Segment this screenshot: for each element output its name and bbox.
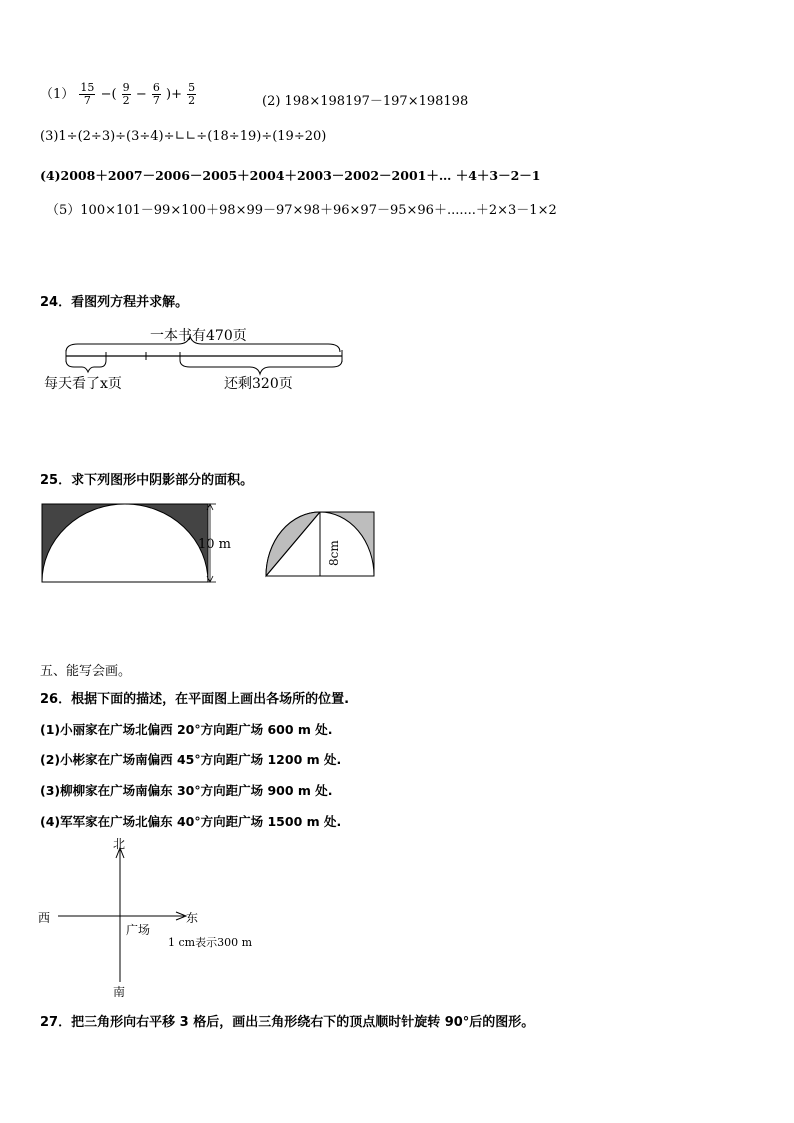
south-label: 南 xyxy=(113,985,126,999)
q26-item-4: (4)军军家在广场北偏东 40°方向距广场 1500 m 处. xyxy=(40,814,342,829)
fraction-15-7: $\frac{15}{7}$ xyxy=(80,81,95,107)
q26-compass-diagram xyxy=(34,836,274,1000)
q26-item-2: (2)小彬家在广场南偏西 45°方向距广场 1200 m 处. xyxy=(40,752,342,767)
q25-figure-2 xyxy=(262,508,378,580)
west-label: 西 xyxy=(38,911,51,925)
east-label: 东 xyxy=(186,911,199,925)
q24-line-diagram xyxy=(38,322,358,394)
q25-fig2-label: 8cm xyxy=(327,540,341,566)
center-label: 广场 xyxy=(126,923,151,937)
problem-5: （5）100×101－99×100＋98×99－97×98＋96×97－95×96＋.......＋2×3－1×2 xyxy=(46,203,557,218)
problem-1: （1） $\frac{15}{7}$ −( $\frac{9}{2}$ − $\frac{6}{7}$ )+ $\frac{5}{2}$ xyxy=(40,81,196,107)
q25-title: 25．求下列图形中阴影部分的面积。 xyxy=(40,473,254,488)
fraction-9-2: $\frac{9}{2}$ xyxy=(122,81,130,107)
problem-1-label: （1） xyxy=(40,87,75,102)
problem-3: (3)1÷(2÷3)÷(3÷4)÷∟∟÷(18÷19)÷(19÷20) xyxy=(40,129,327,144)
q26-title: 26．根据下面的描述，在平面图上画出各场所的位置. xyxy=(40,692,350,707)
q26-item-3: (3)柳柳家在广场南偏东 30°方向距广场 900 m 处. xyxy=(40,783,333,798)
fraction-6-7: $\frac{6}{7}$ xyxy=(152,81,160,107)
q25-fig1-label: 10 m xyxy=(198,537,232,552)
q24-title: 24．看图列方程并求解。 xyxy=(40,295,189,310)
q26-item-1: (1)小丽家在广场北偏西 20°方向距广场 600 m 处. xyxy=(40,722,333,737)
north-label: 北 xyxy=(113,837,126,851)
q27-title: 27．把三角形向右平移 3 格后，画出三角形绕右下的顶点顺时针旋转 90°后的图形。 xyxy=(40,1015,535,1030)
problem-4: (4)2008＋2007－2006－2005＋2004＋2003－2002－2001＋… ＋4＋3－2－1 xyxy=(40,168,541,183)
section-5-title: 五、能写会画。 xyxy=(40,664,132,679)
problem-2: (2) 198×198197－197×198198 xyxy=(262,94,469,109)
q24-total-label: 一本书有470页 xyxy=(150,328,247,344)
fraction-5-2: $\frac{5}{2}$ xyxy=(188,81,196,107)
scale-label: 1 cm表示300 m xyxy=(168,936,253,949)
q25-figure-1 xyxy=(40,502,250,586)
q24-remain-label: 还剩320页 xyxy=(224,376,293,392)
q24-daily-label: 每天看了x页 xyxy=(44,376,122,392)
